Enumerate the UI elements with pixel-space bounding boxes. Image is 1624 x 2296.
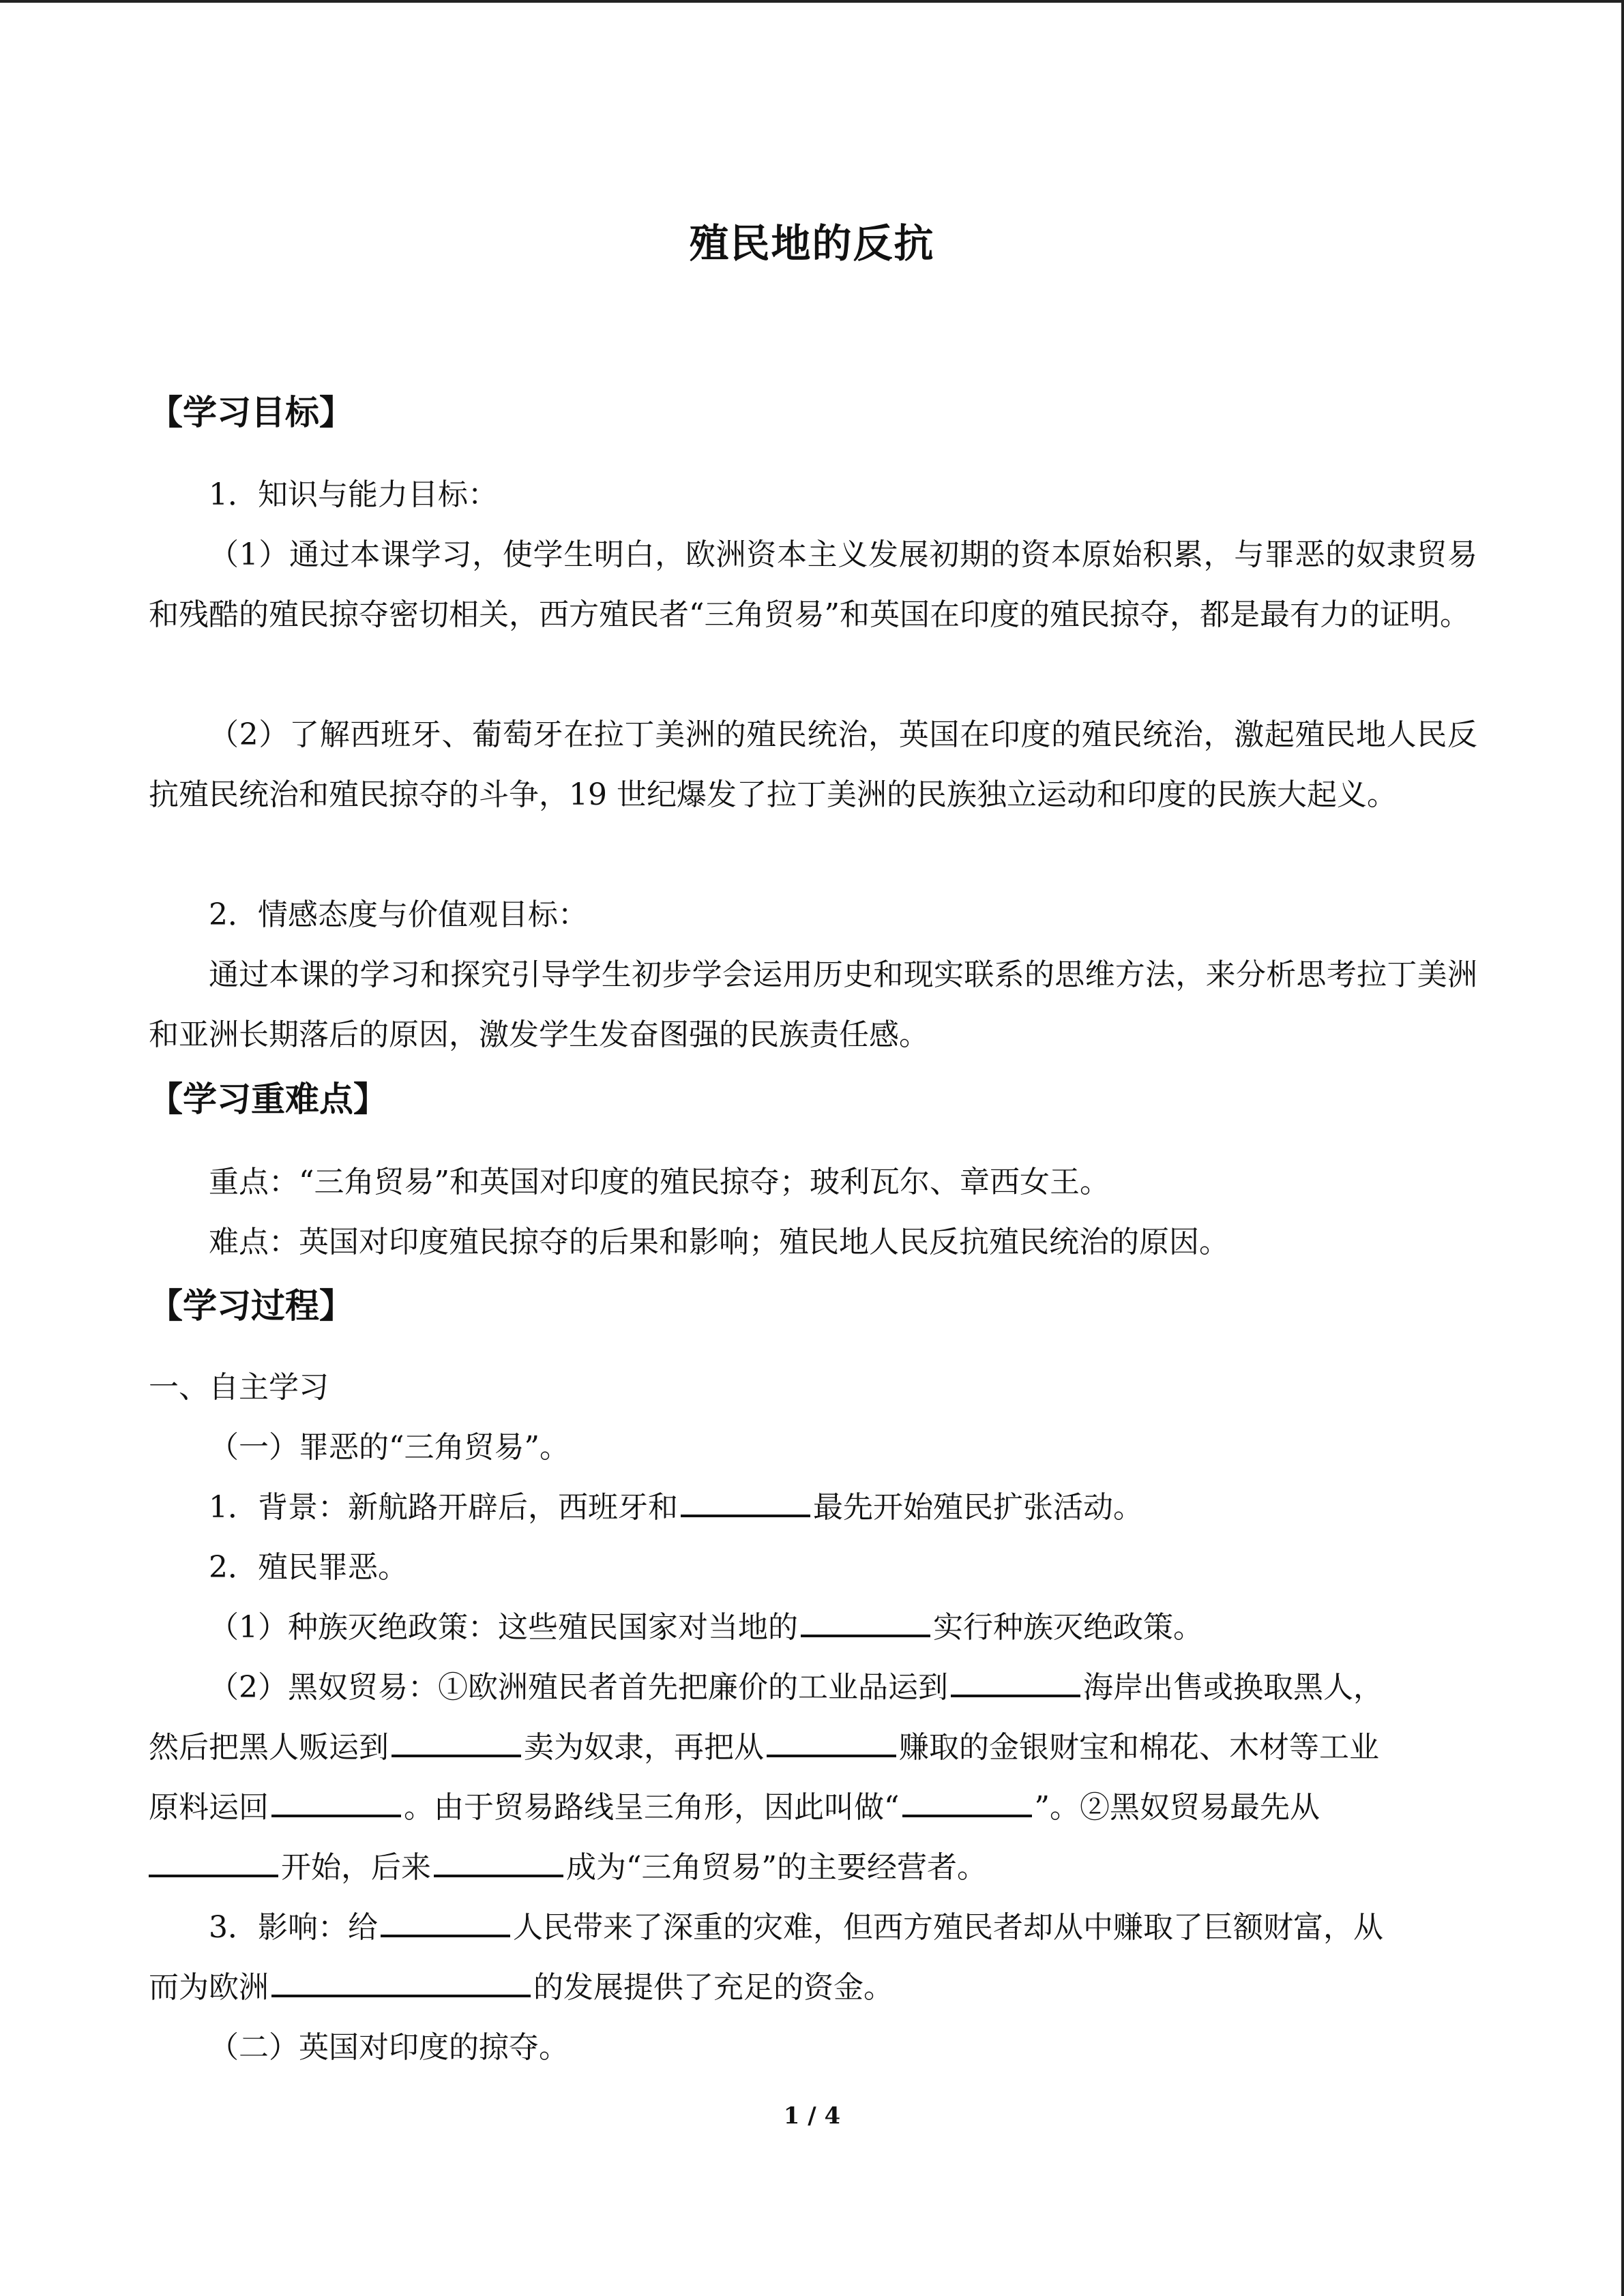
- learning-goals-heading: 【学习目标】: [149, 393, 353, 432]
- learning-process-heading: 【学习过程】: [149, 1286, 353, 1326]
- crimes-title: 2．殖民罪恶。: [209, 1550, 408, 1585]
- slave-trade-line-1: [209, 1658, 1383, 1718]
- slave-text-e: 赚取的金银财宝和棉花、木材等工业: [899, 1730, 1379, 1765]
- blank-field[interactable]: [951, 1667, 1080, 1697]
- blank-field[interactable]: [767, 1727, 896, 1757]
- blank-field[interactable]: [381, 1907, 510, 1937]
- goal-1-paragraph-1: （1）通过本课学习，使学生明白，欧洲资本主义发展初期的资本原始积累，与罪恶的奴隶贸易和残酷的殖民掠夺密切相关，西方殖民者“三角贸易”和英国在印度的殖民掠夺，都是最有力的证明。: [149, 537, 1477, 632]
- slave-text-f: 原料运回: [149, 1790, 269, 1825]
- blank-field[interactable]: [681, 1487, 810, 1517]
- blank-field[interactable]: [801, 1607, 930, 1637]
- self-study-title: 一、自主学习: [149, 1370, 329, 1405]
- page-title: 殖民地的反抗: [689, 220, 935, 267]
- slave-trade-line-4: [149, 1838, 987, 1898]
- slave-trade-line-2: [149, 1718, 1379, 1778]
- impact-text-a: 3．影响：给: [209, 1910, 378, 1945]
- blank-field[interactable]: [271, 1787, 401, 1817]
- goal-1-paragraph-2: （2）了解西班牙、葡萄牙在拉丁美洲的殖民统治，英国在印度的殖民统治，激起殖民地人民反抗殖民统治和殖民掠夺的斗争，19 世纪爆发了拉丁美洲的民族独立运动和印度的民族大起义。: [149, 717, 1477, 812]
- key-difficult-heading: 【学习重难点】: [149, 1079, 387, 1119]
- genocide-line: [209, 1598, 1203, 1658]
- difficult-point: 难点：英国对印度殖民掠夺的后果和影响；殖民地人民反抗殖民统治的原因。: [209, 1225, 1229, 1259]
- impact-text-c: 而为欧洲: [149, 1970, 269, 2005]
- slave-text-g: 。由于贸易路线呈三角形，因此叫做“: [404, 1790, 900, 1825]
- goal-1-title: 1．知识与能力目标：: [209, 477, 498, 512]
- blank-field[interactable]: [271, 1967, 531, 1997]
- blank-field[interactable]: [392, 1727, 521, 1757]
- blank-field[interactable]: [902, 1787, 1032, 1817]
- genocide-text-b: 实行种族灭绝政策。: [933, 1610, 1203, 1645]
- blank-field[interactable]: [434, 1847, 563, 1877]
- slave-text-a: （2）黑奴贸易：①欧洲殖民者首先把廉价的工业品运到: [209, 1670, 948, 1705]
- key-point: 重点：“三角贸易”和英国对印度的殖民掠夺；玻利瓦尔、章西女王。: [209, 1165, 1110, 1199]
- impact-text-d: 的发展提供了充足的资金。: [533, 1970, 894, 2005]
- page-number: 1 / 4: [783, 2102, 841, 2130]
- slave-text-h: ”。②黑奴贸易最先从: [1034, 1790, 1320, 1825]
- goal-2-title: 2．情感态度与价值观目标：: [209, 897, 588, 932]
- genocide-text-a: （1）种族灭绝政策：这些殖民国家对当地的: [209, 1610, 798, 1645]
- india-plunder-title: （二）英国对印度的掠夺。: [209, 2030, 569, 2065]
- slave-text-c: 然后把黑人贩运到: [149, 1730, 389, 1765]
- slave-text-d: 卖为奴隶，再把从: [524, 1730, 764, 1765]
- slave-text-b: 海岸出售或换取黑人，: [1083, 1670, 1383, 1705]
- impact-line-2: [149, 1958, 894, 2018]
- slave-text-i: 开始，后来: [281, 1850, 431, 1885]
- slave-trade-line-3: [149, 1778, 1320, 1838]
- triangle-trade-title: （一）罪恶的“三角贸易”。: [209, 1430, 570, 1465]
- background-line: [209, 1478, 1143, 1538]
- slave-text-j: 成为“三角贸易”的主要经营者。: [566, 1850, 987, 1885]
- background-text-a: 1．背景：新航路开辟后，西班牙和: [209, 1490, 678, 1525]
- background-text-b: 最先开始殖民扩张活动。: [813, 1490, 1143, 1525]
- goal-2-paragraph: 通过本课的学习和探究引导学生初步学会运用历史和现实联系的思维方法，来分析思考拉丁美洲和亚洲长期落后的原因，激发学生发奋图强的民族责任感。: [149, 957, 1477, 1052]
- impact-text-b: 人民带来了深重的灾难，但西方殖民者却从中赚取了巨额财富，从: [513, 1910, 1383, 1945]
- impact-line-1: [209, 1898, 1383, 1958]
- blank-field[interactable]: [149, 1847, 278, 1877]
